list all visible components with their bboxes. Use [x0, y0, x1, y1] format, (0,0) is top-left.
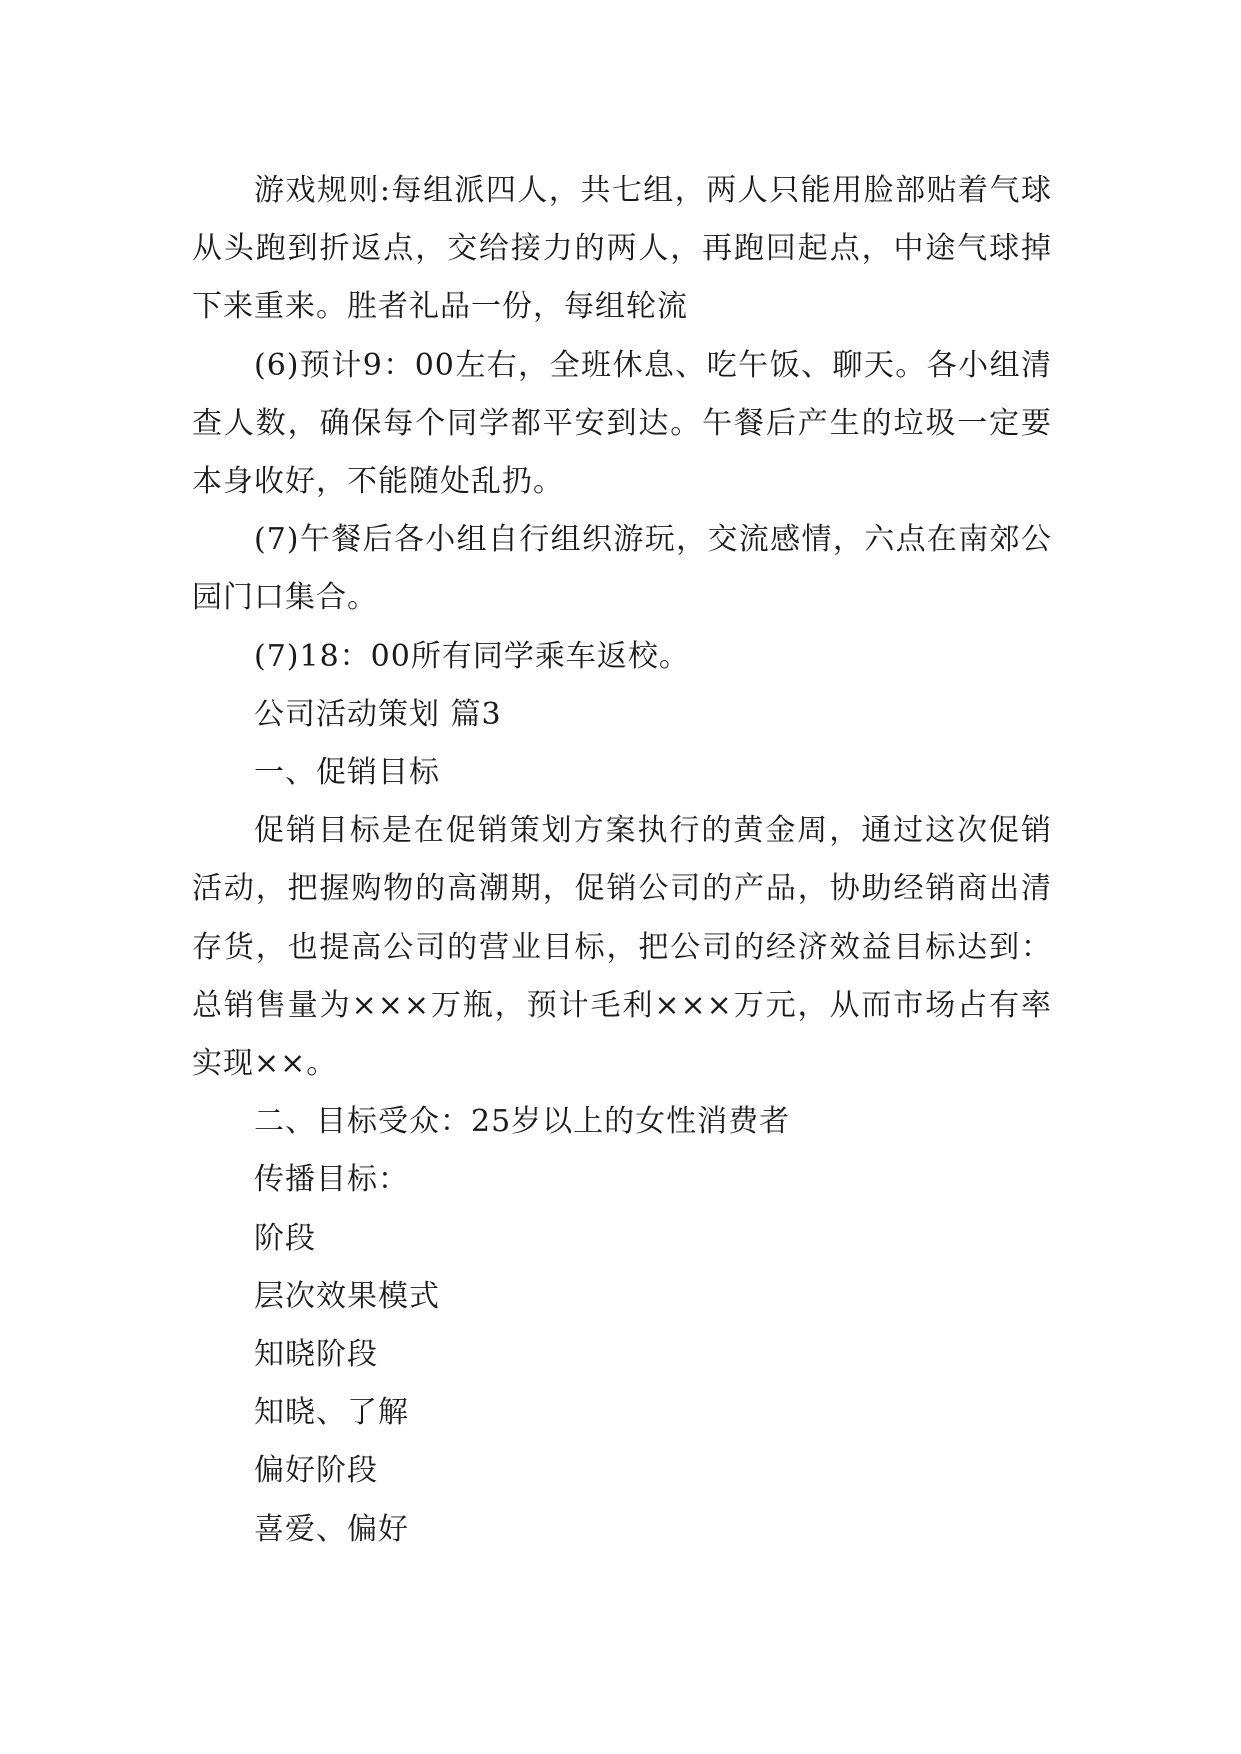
heading-communication-goal: 传播目标：: [254, 1162, 409, 1198]
paragraph-lunch-break: (6)预计9：00左右，全班休息、吃午饭、聊天。各小组清查人数，确保每个同学都平安到达。午餐后产生的垃圾一定要本身收好，不能随处乱扔。: [192, 347, 1052, 500]
heading-target-audience: 二、目标受众：25岁以上的女性消费者: [254, 1104, 791, 1140]
list-item-stage: 阶段: [254, 1220, 316, 1256]
document-body: [192, 162, 1052, 1559]
paragraph-game-rules: 游戏规则:每组派四人，共七组，两人只能用脸部贴着气球从头跑到折返点，交给接力的两人，再跑回起点，中途气球掉下来重来。胜者礼品一份，每组轮流: [192, 173, 1052, 325]
list-item-awareness: 知晓、了解: [254, 1395, 409, 1431]
paragraph-promotion-goal: 促销目标是在促销策划方案执行的黄金周，通过这次促销活动，把握购物的高潮期，促销公司的产品，协助经销商出清存货，也提高公司的营业目标，把公司的经济效益目标达到：总销售量为×××万瓶，预计毛利×××万元，从而市场占有率实现××。: [192, 813, 1052, 1082]
list-item-preference-stage: 偏好阶段: [254, 1453, 378, 1489]
section-title: 公司活动策划 篇3: [254, 696, 502, 732]
heading-promotion-goal: 一、促销目标: [254, 755, 440, 791]
list-item-preference: 喜爱、偏好: [254, 1511, 409, 1547]
paragraph-return: (7)18：00所有同学乘车返校。: [254, 638, 690, 674]
list-item-effect-model: 层次效果模式: [254, 1278, 440, 1314]
paragraph-free-activity: (7)午餐后各小组自行组织游玩，交流感情，六点在南郊公园门口集合。: [192, 522, 1052, 616]
list-item-awareness-stage: 知晓阶段: [254, 1337, 378, 1373]
